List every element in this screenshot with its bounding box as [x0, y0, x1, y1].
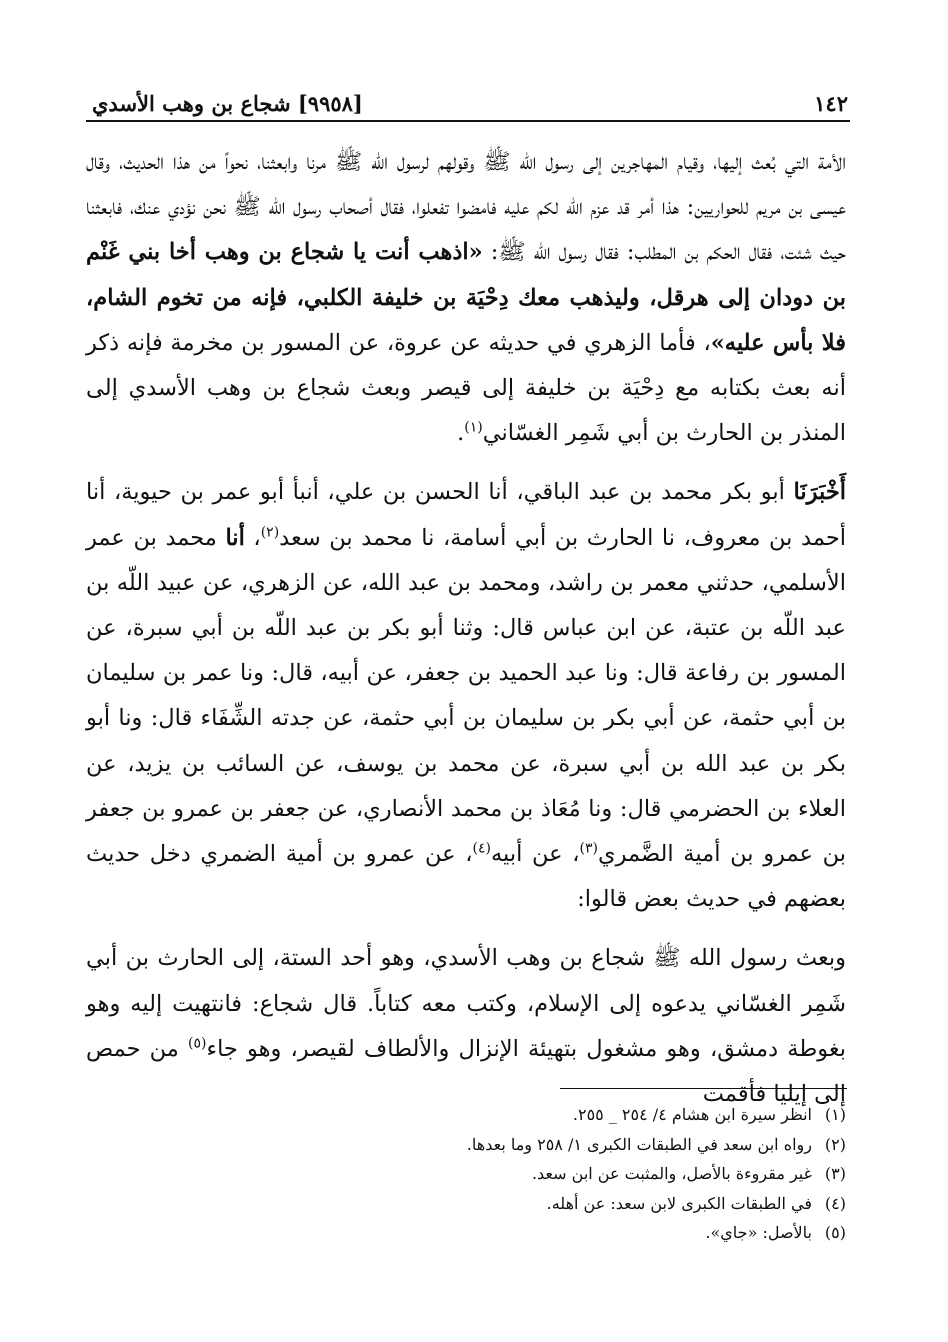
paragraph-3 [86, 936, 846, 1117]
footnote-reference: (١) [464, 419, 483, 436]
footnote-2 [86, 1130, 846, 1160]
footnote-reference: (٥) [188, 1035, 207, 1052]
footnote-5 [86, 1218, 846, 1248]
footnote-3 [86, 1159, 846, 1189]
footnote-rule [560, 1088, 847, 1089]
text-run: محمد بن عمر الأسلمي، حدثني معمر بن راشد، ومحمد بن عبد الله، عن الزهري، عن عبيد اللّه بن عبد اللّه بن عتبة، عن ابن عباس قال: وثنا أبو بكر بن عبد اللّه بن أبي سبرة، عن المسور بن رفاعة قال: ونا عبد الحميد بن جعفر، عن أبيه، قال: ونا عمر بن سليمان بن أبي حثمة، عن أبي بكر بن سليمان بن أبي حثمة، عن جدته الشِّفَاء قال: ونا أبو بكر بن عبد الله بن أبي سبرة، عن محمد بن يوسف، عن السائب بن يزيد، عن العلاء بن الحضرمي قال: ونا مُعَاذ بن محمد الأنصاري، عن جعفر بن عمرو بن جعفر بن عمرو بن أمية الضَّمري [86, 524, 846, 868]
footnote-4 [86, 1189, 846, 1219]
footnote-reference: (٣) [579, 840, 598, 857]
text-run: الأمة التي بُعث إليها، وقيام المهاجرين إلى رسول الله ﷺ وقولهم لرسول الله ﷺ مرنا وابعثنا، نحواً من هذا الحديث، وقال عيسى بن مريم للحواريين: هذا أمر قد عزم الله لكم عليه فامضوا تفعلوا، فقال أصحاب رسول الله ﷺ نحن نؤدي عنك، فابعثنا حيث شئت، فقال الحكم بن المطلب: فقال رسول الله ﷺ: [86, 149, 846, 266]
footnote-number: (٣) [824, 1164, 846, 1183]
page-header [92, 76, 848, 116]
footnote-number: (٢) [824, 1134, 846, 1154]
footnote-number: (٥) [824, 1223, 846, 1242]
footnote-text: في الطبقات الكبرى لابن سعد: عن أهله. [546, 1193, 812, 1213]
footnote-text: غير مقروءة بالأصل، والمثبت عن ابن سعد. [531, 1164, 812, 1183]
footnotes [86, 1100, 846, 1248]
text-run: ، [244, 524, 261, 551]
footnote-reference: (٤) [472, 840, 491, 857]
text-run: من حمص إلى إيليا فأقمت [86, 1035, 846, 1108]
footnote-text: رواه ابن سعد في الطبقات الكبرى ١/ ٢٥٨ وما بعدها. [466, 1134, 812, 1154]
footnote-1 [86, 1100, 846, 1130]
text-run: أبو بكر محمد بن عبد الباقي، أنا الحسن بن علي، أنبأ أبو عمر بن حيوية، أنا أحمد بن معروف، نا الحارث بن أبي أسامة، نا محمد بن سعد [86, 479, 846, 551]
footnote-number: (٤) [824, 1193, 846, 1213]
footnote-reference: (٢) [260, 524, 280, 541]
text-run: ، فأما الزهري في حديثه عن عروة، عن المسور بن مخرمة فإنه ذكر أنه بعث بكتابه مع دِحْيَة بن خليفة إلى قيصر وبعث شجاع بن وهب الأسدي إلى المنذر بن الحارث بن أبي شَمِر الغسّاني [86, 329, 846, 447]
text-run: ، عن أبيه [490, 841, 580, 868]
text-run: وبعث رسول الله ﷺ شجاع بن وهب الأسدي، وهو أحد الستة، إلى الحارث بن أبي شَمِر الغسّاني يدعوه إلى الإسلام، وكتب معه كتاباً. قال شجاع: فانتهيت إليه وهو بغوطة دمشق، وهو مشغول بتهيئة الإنزال والألطاف لقيصر، وهو جاء [86, 945, 846, 1062]
paragraph-1 [86, 140, 846, 456]
footnote-text: بالأصل: «جاي». [705, 1223, 812, 1242]
text-run: . [457, 420, 465, 447]
bold-text: «اذهب أنت يا شجاع بن وهب أخا بني غَنْم بن دودان إلى هرقل، وليذهب معك دِحْيَة بن خليفة الكلبي، فإنه من تخوم الشام، فلا بأس عليه» [86, 239, 846, 356]
footnote-text: انظر سيرة ابن هشام ٤/ ٢٥٤ _ ٢٥٥. [572, 1105, 812, 1124]
bold-text: أنا [225, 524, 245, 551]
paragraph-2 [86, 470, 846, 922]
body-text [86, 140, 846, 1117]
page-number: ١٤٢ [814, 91, 848, 116]
bold-text: أَخْبَرَنَا [793, 479, 846, 506]
text-run: ، عن عمرو بن أمية الضمري دخل حديث بعضهم في حديث بعض قالوا: [86, 841, 846, 913]
running-title: [٩٩٥٨] شجاع بن وهب الأسدي [92, 91, 363, 116]
header-rule [86, 120, 850, 122]
footnote-number: (١) [824, 1105, 846, 1124]
